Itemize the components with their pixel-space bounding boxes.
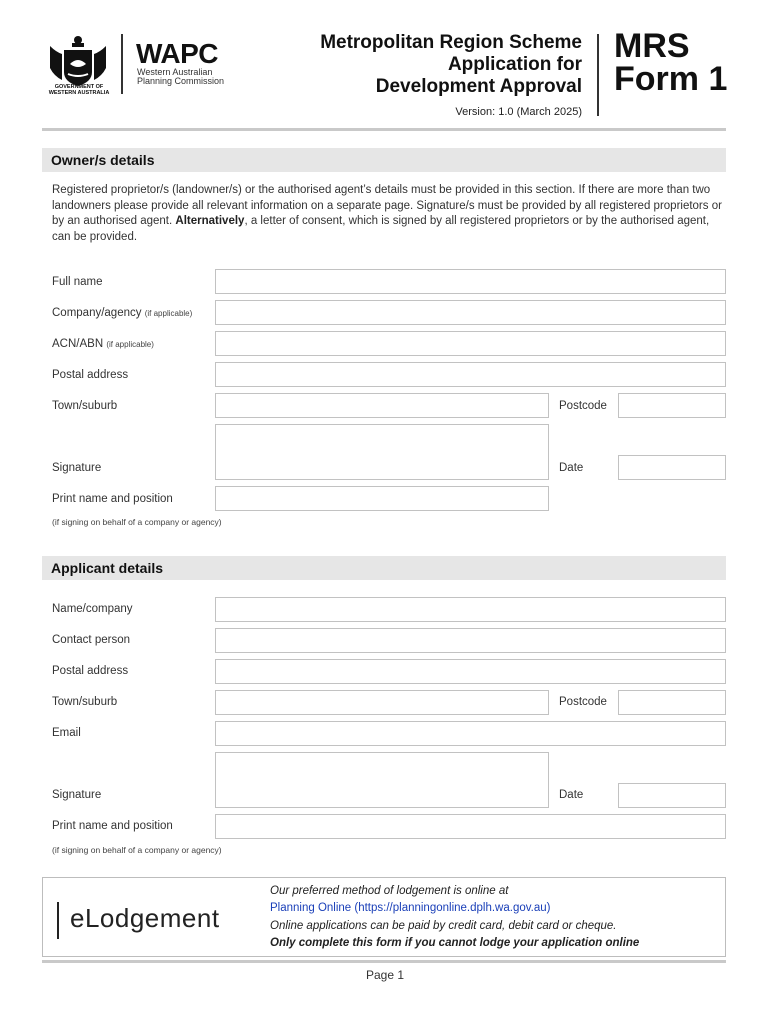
- form-title: Metropolitan Region Scheme Application for Development Approval: [320, 32, 582, 97]
- elodgement-bar: [57, 902, 59, 939]
- print-name-label: Print name and position: [52, 493, 173, 505]
- applicant-town-label: Town/suburb: [52, 696, 118, 708]
- owner-instructions: Registered proprietor/s (landowner/s) or the authorised agent’s details must be provided in this section. If there are more than two landowners please provide all relevant information on a separate page. Signature/s must be provided by all registered proprietors or by an authorised agent. Alternatively, a letter of consent, which is signed by all registered proprietors or by the authorised agent, can be provided.: [52, 184, 722, 243]
- owner-date-field[interactable]: [618, 455, 726, 480]
- applicant-town-field[interactable]: [215, 690, 549, 715]
- full-name-label: Full name: [52, 276, 103, 288]
- header-divider: [121, 34, 123, 94]
- footer-rule: [42, 960, 726, 963]
- elodgement-title: eLodgement: [70, 903, 220, 933]
- applicant-signature-label: Signature: [52, 789, 102, 801]
- owner-acn-field[interactable]: [215, 331, 726, 356]
- owner-town-field[interactable]: [215, 393, 549, 418]
- applicant-print-name-label: Print name and position: [52, 820, 173, 832]
- name-company-label: Name/company: [52, 603, 133, 615]
- version-label: Version: 1.0 (March 2025): [455, 106, 582, 118]
- signature-label: Signature: [52, 462, 102, 474]
- page-number: Page 1: [365, 968, 405, 982]
- postal-address-label: Postal address: [52, 369, 129, 381]
- contact-person-label: Contact person: [52, 634, 130, 646]
- applicant-signature-field[interactable]: [215, 752, 549, 808]
- form-number: MRS Form 1: [614, 27, 728, 98]
- behalf-note: (if signing on behalf of a company or agency): [52, 517, 222, 527]
- applicant-postcode-field[interactable]: [618, 690, 726, 715]
- owner-full-name-field[interactable]: [215, 269, 726, 294]
- header-rule: [42, 128, 726, 131]
- applicant-postal-field[interactable]: [215, 659, 726, 684]
- title-divider: [597, 34, 599, 116]
- planning-online-link[interactable]: Planning Online (https://planningonline.dplh.wa.gov.au): [270, 902, 551, 915]
- owner-company-field[interactable]: [215, 300, 726, 325]
- applicant-name-field[interactable]: [215, 597, 726, 622]
- applicant-postcode-label: Postcode: [559, 696, 607, 708]
- applicant-contact-field[interactable]: [215, 628, 726, 653]
- applicant-email-field[interactable]: [215, 721, 726, 746]
- postcode-label: Postcode: [559, 400, 607, 412]
- wapc-logo-text: WAPC: [136, 38, 218, 69]
- wapc-subtitle: Western Australian Planning Commission: [137, 67, 225, 86]
- applicant-date-field[interactable]: [618, 783, 726, 808]
- company-label: Company/agency (if applicable): [52, 307, 193, 319]
- applicant-behalf-note: (if signing on behalf of a company or agency): [52, 845, 222, 855]
- town-label: Town/suburb: [52, 400, 118, 412]
- owner-postcode-field[interactable]: [618, 393, 726, 418]
- email-label: Email: [52, 727, 81, 739]
- owner-print-name-field[interactable]: [215, 486, 549, 511]
- applicant-date-label: Date: [559, 789, 584, 801]
- applicant-print-name-field[interactable]: [215, 814, 726, 839]
- date-label: Date: [559, 462, 584, 474]
- applicant-postal-label: Postal address: [52, 665, 129, 677]
- government-wordmark: GOVERNMENT OF WESTERN AUSTRALIA: [48, 84, 110, 96]
- owner-section-header: Owner/s details: [42, 148, 726, 172]
- elodgement-text: Our preferred method of lodgement is online at Planning Online (https://planningonline.dplh.wa.gov.au) Online applications can be paid by credit card, debit card or cheque. Only complete this form if you cannot lodge your application online: [270, 885, 640, 949]
- applicant-section-header: Applicant details: [42, 556, 726, 580]
- owner-postal-address-field[interactable]: [215, 362, 726, 387]
- acn-label: ACN/ABN (if applicable): [52, 338, 154, 350]
- owner-signature-field[interactable]: [215, 424, 549, 480]
